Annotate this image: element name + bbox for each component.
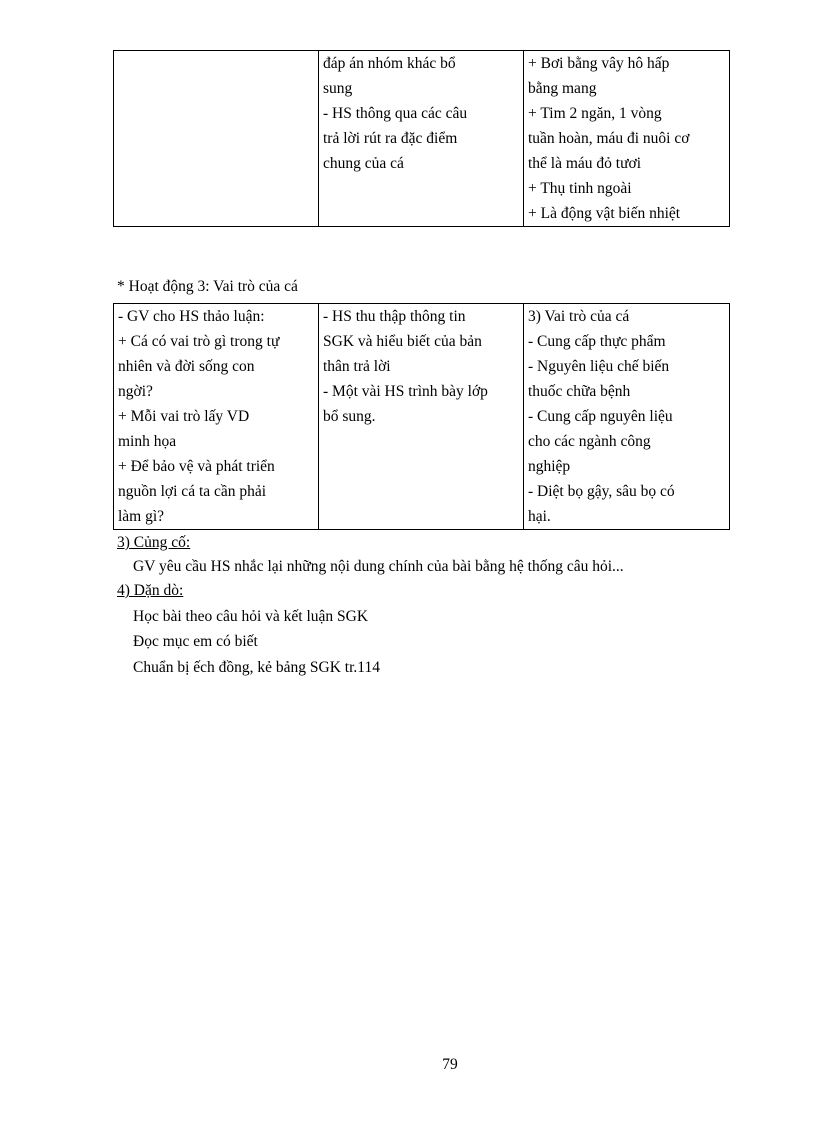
cell-line: + Là động vật biến nhiệt <box>528 205 681 222</box>
cell-line: - Một vài HS trình bày lớp <box>323 383 488 400</box>
continued-lesson-table <box>113 50 730 227</box>
cell-line: - GV cho HS thảo luận: <box>118 308 265 325</box>
cell-line: cho các ngành công <box>528 433 651 450</box>
teacher-activity-cell <box>114 304 319 530</box>
cell-line: sung <box>323 80 353 97</box>
cell-line: thuốc chữa bệnh <box>528 383 631 400</box>
cell-line: + Mỗi vai trò lấy VD <box>118 408 250 425</box>
cell-line: bằng mang <box>528 80 597 97</box>
cell-line: nhiên và đời sống con <box>118 358 255 375</box>
cell-line: + Để bảo vệ và phát triển <box>118 458 275 475</box>
cell-line: nghiệp <box>528 458 571 475</box>
cell-line: - Cung cấp nguyên liệu <box>528 408 673 425</box>
homework-title: 4) Dặn dò: <box>117 582 184 599</box>
cell-line: bổ sung. <box>323 408 376 425</box>
cell-line: đáp án nhóm khác bổ <box>323 55 456 72</box>
cell-line: - Cung cấp thực phẩm <box>528 333 666 350</box>
homework-item: Học bài theo câu hỏi và kết luận SGK <box>133 608 369 625</box>
homework-item: Đọc mục em có biết <box>133 633 258 650</box>
homework-item: Chuẩn bị ếch đồng, kẻ bảng SGK tr.114 <box>133 659 380 676</box>
consolidation-text: GV yêu cầu HS nhắc lại những nội dung chính của bài bằng hệ thống câu hỏi... <box>133 558 624 575</box>
cell-line: nguồn lợi cá ta cần phải <box>118 483 267 500</box>
student-activity-cell <box>319 51 524 227</box>
cell-line: hại. <box>528 508 551 525</box>
consolidation-title: 3) Củng cố: <box>117 534 191 551</box>
cell-line: thân trả lời <box>323 358 391 375</box>
cell-line: chung của cá <box>323 155 404 172</box>
cell-line: thể là máu đỏ tươi <box>528 155 642 172</box>
teacher-activity-cell <box>114 51 319 227</box>
cell-line: - HS thu thập thông tin <box>323 308 466 325</box>
cell-line: + Cá có vai trò gì trong tự <box>118 333 280 350</box>
cell-line: + Thụ tinh ngoài <box>528 180 632 197</box>
cell-line: - Diệt bọ gậy, sâu bọ có <box>528 483 675 500</box>
cell-line: 3) Vai trò của cá <box>528 308 630 325</box>
table-row <box>114 51 730 227</box>
cell-line: + Bơi bằng vây hô hấp <box>528 55 670 72</box>
cell-line: - Nguyên liệu chế biến <box>528 358 670 375</box>
page-number: 79 <box>442 1056 458 1073</box>
cell-line: làm gì? <box>118 508 165 525</box>
cell-line: minh họa <box>118 433 177 450</box>
activity-3-table <box>113 303 730 530</box>
content-cell <box>524 304 730 530</box>
cell-line: + Tim 2 ngăn, 1 vòng <box>528 105 662 122</box>
cell-line: SGK và hiểu biết của bản <box>323 333 482 350</box>
content-cell <box>524 51 730 227</box>
activity-3-heading: * Hoạt động 3: Vai trò của cá <box>117 278 298 295</box>
cell-line: - HS thông qua các câu <box>323 105 468 122</box>
cell-line: ngời? <box>118 383 153 400</box>
student-activity-cell <box>319 304 524 530</box>
cell-line: trả lời rút ra đặc điểm <box>323 130 458 147</box>
table-row <box>114 304 730 530</box>
cell-line: tuần hoàn, máu đi nuôi cơ <box>528 130 690 147</box>
